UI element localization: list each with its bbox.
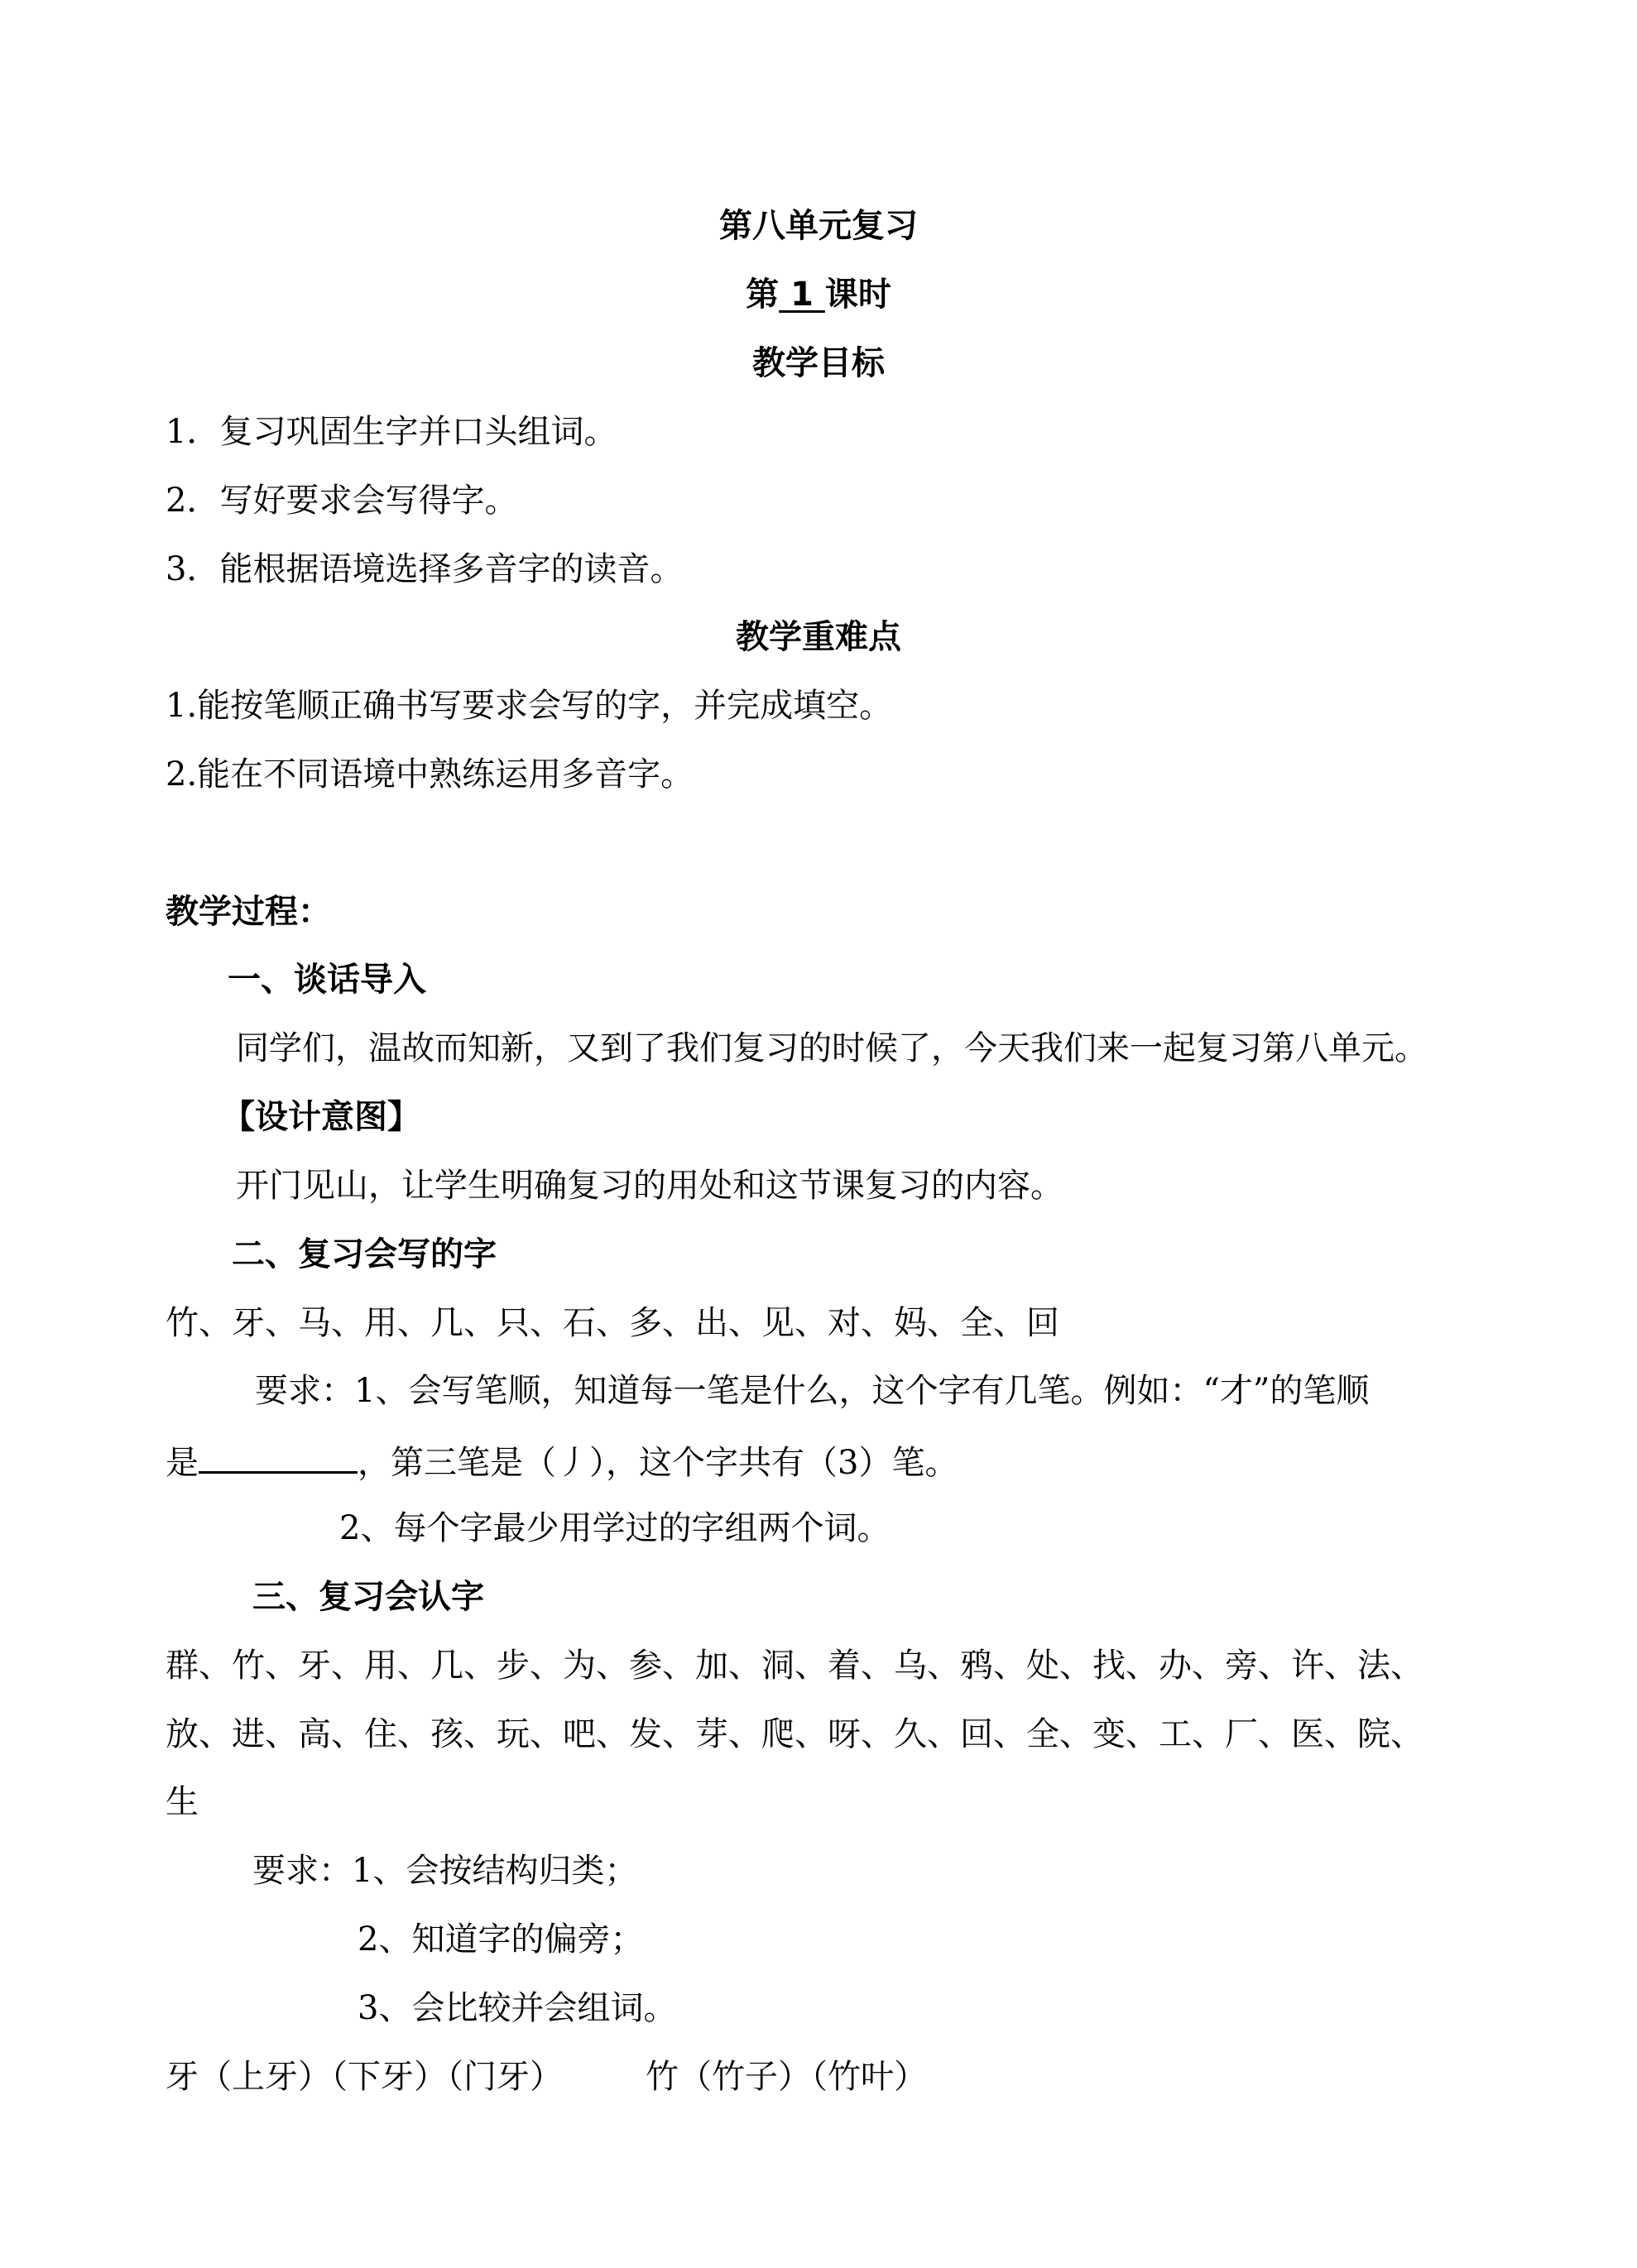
section3-examples — [166, 2055, 927, 2098]
example-zhu: 竹（竹子）（竹叶） — [646, 2058, 927, 2096]
section2-req1-cont: 是 ，第三笔是（丿），这个字共有（3）笔。 — [166, 1438, 958, 1484]
section3-chars-line2: 放、进、高、住、孩、玩、吧、发、芽、爬、呀、久、回、全、变、工、厂、医、院、 — [166, 1715, 1423, 1753]
fill-blank — [199, 1438, 358, 1474]
section3-heading: 三、复习会认字 — [252, 1578, 484, 1616]
page-title: 第八单元复习 — [719, 207, 918, 245]
objective-item: 1．复习巩固生字并口头组词。 — [166, 413, 617, 451]
lesson-suffix: 课时 — [824, 276, 891, 314]
section3-chars-line3: 生 — [166, 1783, 199, 1821]
section3-req2: 2、知道字的偏旁； — [358, 1920, 644, 1959]
intent-text: 开门见山，让学生明确复习的用处和这节课复习的内容。 — [236, 1167, 1063, 1205]
section2-chars: 竹、牙、马、用、几、只、石、多、出、见、对、妈、全、回 — [166, 1304, 1059, 1342]
lesson-prefix: 第 — [746, 276, 780, 314]
section2-req2: 2、每个字最少用学过的字组两个词。 — [339, 1509, 891, 1547]
section3-req3: 3、会比较并会组词。 — [358, 1989, 677, 2027]
section1-text: 同学们，温故而知新，又到了我们复习的时候了，今天我们来一起复习第八单元。 — [236, 1029, 1428, 1067]
key-point-item: 1.能按笔顺正确书写要求会写的字，并完成填空。 — [166, 687, 893, 725]
section2-req1: 要求：1、会写笔顺，知道每一笔是什么，这个字有几笔。例如：“才”的笔顺 — [255, 1372, 1370, 1410]
key-points-heading: 教学重难点 — [736, 618, 901, 656]
section3-req1: 要求：1、会按结构归类； — [252, 1852, 638, 1890]
lesson-number: 1 — [790, 276, 814, 314]
section2-heading: 二、复习会写的字 — [232, 1235, 497, 1273]
objective-item: 3．能根据语境选择多音字的读音。 — [166, 550, 684, 588]
lesson-label — [0, 273, 1637, 316]
section3-chars-line1: 群、竹、牙、用、几、步、为、参、加、洞、着、乌、鸦、处、找、办、旁、许、法、 — [166, 1647, 1423, 1685]
process-heading: 教学过程： — [166, 893, 331, 931]
intent-heading: 【设计意图】 — [222, 1098, 420, 1136]
example-ya: 牙（上牙）（下牙）（门牙） — [166, 2058, 563, 2096]
objective-item: 2．写好要求会写得字。 — [166, 482, 518, 520]
key-point-item: 2.能在不同语境中熟练运用多音字。 — [166, 755, 694, 794]
section1-heading: 一、谈话导入 — [228, 961, 426, 999]
objectives-heading: 教学目标 — [752, 344, 885, 382]
